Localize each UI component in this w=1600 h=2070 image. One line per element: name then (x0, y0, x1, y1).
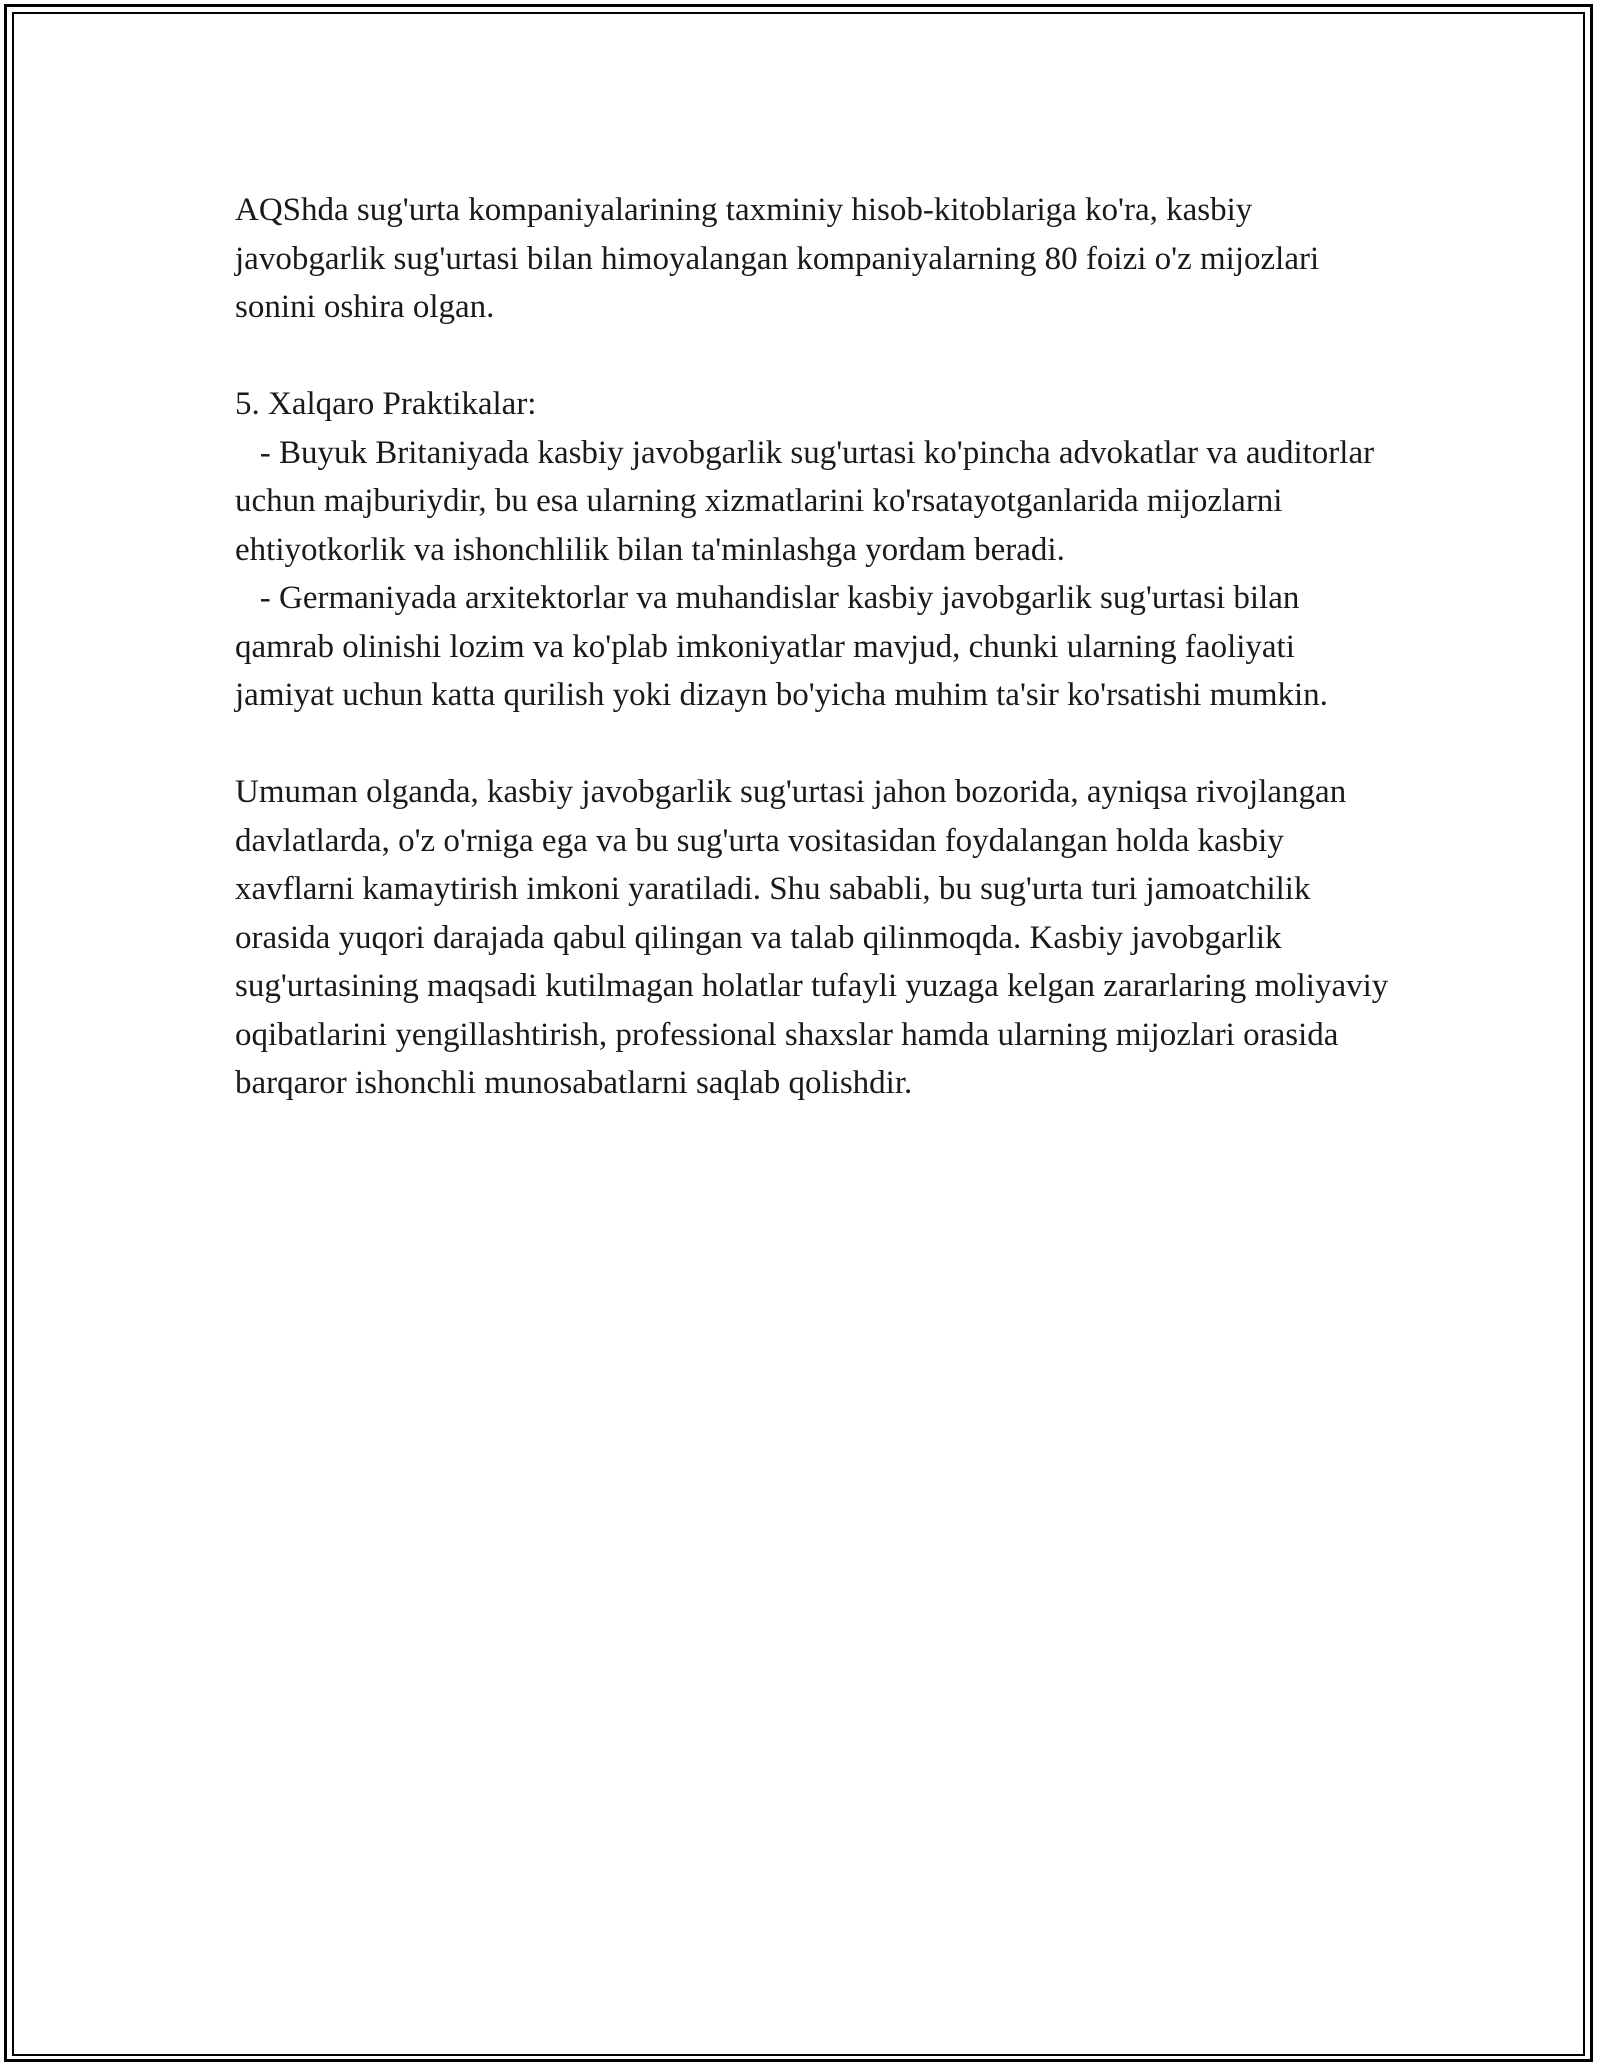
section-heading: 5. Xalqaro Praktikalar: (235, 386, 537, 422)
paragraph-statistics: AQShda sug'urta kompaniyalarining taxminiy hisob-kitoblariga ko'ra, kasbiy javobgarlik sug'urtasi bilan himoyalangan kompaniyalarning 80 foizi o'z mijozlari sonini oshira olgan. (235, 192, 1320, 325)
paragraph-conclusion: Umuman olganda, kasbiy javobgarlik sug'urtasi jahon bozorida, ayniqsa rivojlangan davlatlarda, o'z o'rniga ega va bu sug'urta vositasidan foydalangan holda kasbiy xavflarni kamaytirish imkoni yaratiladi. Shu sababli, bu sug'urta turi jamoatchilik orasida yuqori darajada qabul qilingan va talab qilinmoqda. Kasbiy javobgarlik sug'urtasining maqsadi kutilmagan holatlar tufayli yuzaga kelgan zararlaring moliyaviy oqibatlarini yengillashtirish, professional shaxslar hamda ularning mijozlari orasida barqaror ishonchli munosabatlarni saqlab qolishdir. (235, 774, 1389, 1101)
list-item-uk: - Buyuk Britaniyada kasbiy javobgarlik sug'urtasi ko'pincha advokatlar va auditorlar uchun majburiydir, bu esa ularning xizmatlarini ko'rsatayotganlarida mijozlarni ehtiyotkorlik va ishonchlilik bilan ta'minlashga yordam beradi. (235, 434, 1383, 568)
paragraph-spacer (235, 332, 1395, 381)
paragraph-spacer (235, 720, 1395, 769)
list-item-germany: - Germaniyada arxitektorlar va muhandislar kasbiy javobgarlik sug'urtasi bilan qamrab olinishi lozim va ko'plab imkoniyatlar mavjud, chunki ularning faoliyati jamiyat uchun katta qurilish yoki dizayn bo'yicha muhim ta'sir ko'rsatishi mumkin. (235, 580, 1328, 713)
document-body (235, 186, 1395, 1108)
